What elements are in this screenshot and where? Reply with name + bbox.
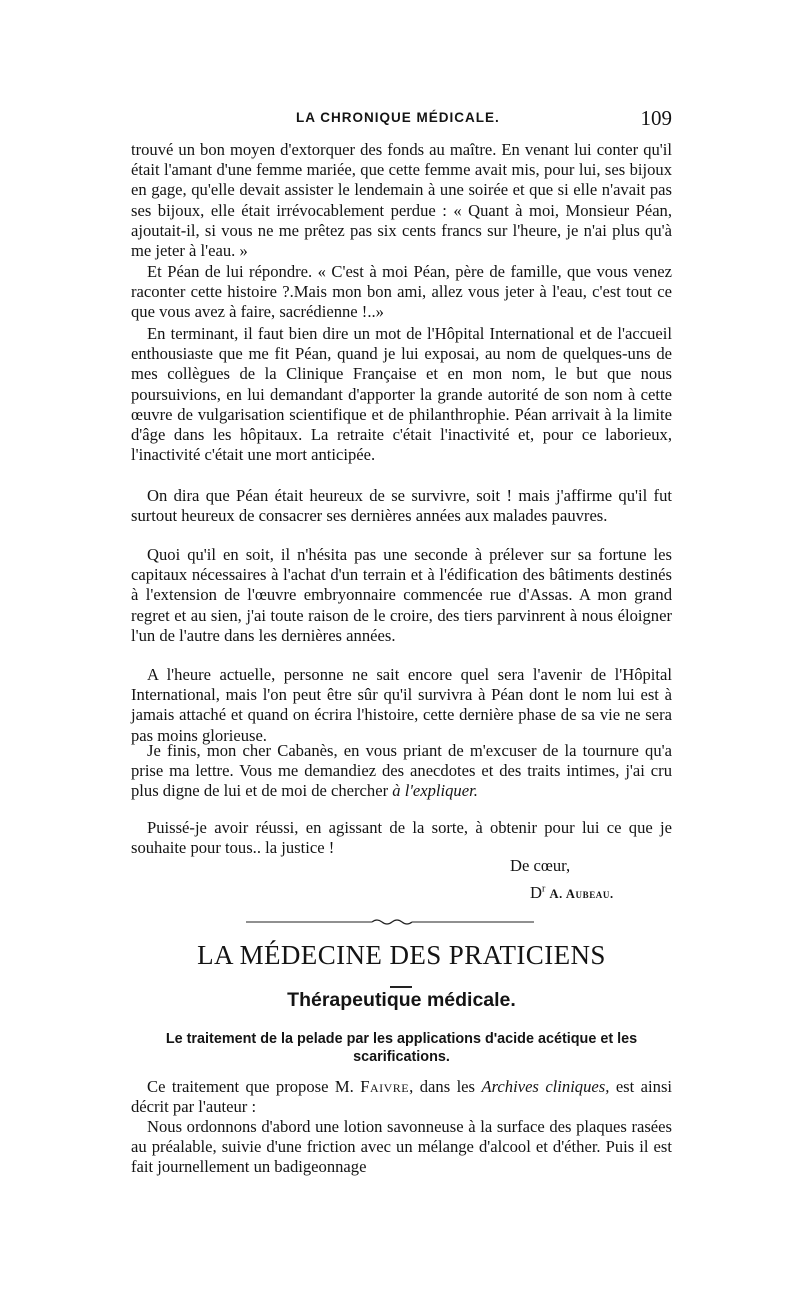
subsection-title: Thérapeutique médicale. xyxy=(287,989,516,1011)
page-header xyxy=(131,106,672,136)
p9-middle: , dans les xyxy=(409,1077,476,1096)
paragraph-7-text: Je finis, mon cher Cabanès, en vous priant de m'excuser de la tournure qu'a prise ma lettre. Vous me demandiez des anecdotes et des traits intimes, j'ai cru plus digne de lui et de moi de chercher xyxy=(131,741,672,801)
paragraph-3: En terminant, il faut bien dire un mot de l'Hôpital International et de l'accueil enthousiaste que me fit Péan, quand je lui exposai, au nom de quelques-uns de mes collègues de la Clinique Française et en mon nom, le but que nous poursuivions, en lui demandant d'apporter la grande autorité de son nom à cette œuvre de vulgarisation scientifique et de philanthrophie. Péan arrivait à la limite d'âge dans les hôpitaux. La retraite c'était l'inactivité et, pour ce laborieux, l'inactivité c'était une mort anticipée. xyxy=(131,324,672,465)
author-name: Faivre xyxy=(360,1077,410,1096)
paragraph-4: On dira que Péan était heureux de se survivre, soit ! mais j'affirme qu'il fut surtout heureux de consacrer ses dernières années aux malades pauvres. xyxy=(131,486,672,526)
journal-name: Archives cliniques, xyxy=(481,1077,610,1096)
p9-after: est ainsi décrit par l'auteur : xyxy=(131,1077,673,1117)
paragraph-6: A l'heure actuelle, personne ne sait encore quel sera l'avenir de l'Hôpital International, mais l'on peut être sûr qu'il survivra à Péan dont le nom lui est à jamais attaché et quand on écrira l'histoire, cette dernière phase de sa vie ne sera pas moins glorieuse. xyxy=(131,665,672,745)
paragraph-8: Puissé-je avoir réussi, en agissant de la sorte, à obtenir pour lui ce que je souhaite pour tous.. la justice ! xyxy=(131,818,672,858)
paragraph-5: Quoi qu'il en soit, il n'hésita pas une seconde à prélever sur sa fortune les capitaux nécessaires à l'achat d'un terrain et à l'édification des bâtiments destinés à l'extension de l'œuvre embryonnaire commencée rue d'Assas. A mon grand regret et au sien, j'ai toute raison de le croire, des tiers parvinrent à nous éloigner l'un de l'autre dans les dernières années. xyxy=(131,545,672,645)
article-title: Le traitement de la pelade par les applications d'acide acétique et les scarifications. xyxy=(165,1031,638,1065)
signature xyxy=(530,883,614,903)
paragraph-9 xyxy=(131,1077,672,1117)
p9-before: Ce traitement que propose M. xyxy=(147,1077,354,1096)
signature-name: A. Aubeau. xyxy=(549,887,614,901)
paragraph-2: Et Péan de lui répondre. « C'est à moi Péan, père de famille, que vous venez raconter cette histoire ?.Mais mon bon ami, allez vous jeter à l'eau, c'est tout ce que vous avez à faire, sacrédienne !..» xyxy=(131,262,672,322)
signature-sup: r xyxy=(541,883,546,895)
signature-prefix: D xyxy=(530,883,542,902)
page-number: 109 xyxy=(640,106,672,130)
paragraph-7-italic: à l'expliquer. xyxy=(392,781,478,801)
section-title: LA MÉDECINE DES PRATICIENS xyxy=(197,940,606,970)
running-title: LA CHRONIQUE MÉDICALE. xyxy=(296,110,500,125)
paragraph-10: Nous ordonnons d'abord une lotion savonneuse à la surface des plaques rasées au préalable, suivie d'une friction avec un mélange d'alcool et d'éther. Puis il est fait journellement un badigeonnage xyxy=(131,1117,672,1177)
paragraph-7 xyxy=(131,741,672,802)
paragraph-1: trouvé un bon moyen d'extorquer des fonds au maître. En venant lui conter qu'il était l'amant d'une femme mariée, que cette femme avait mis, pour lui, ses bijoux en gage, qu'elle devait assister le lendemain à une soirée et que si elle n'avait pas ses bijoux, elle était irrévocablement perdue : « Quant à moi, Monsieur Péan, ajoutait-il, si vous ne me prêtez pas six cents francs sur l'heure, je n'ai plus qu'à me jeter à l'eau. » xyxy=(131,140,672,261)
short-rule xyxy=(390,986,412,988)
signoff: De cœur, xyxy=(510,856,571,875)
ornamental-divider xyxy=(246,918,534,926)
